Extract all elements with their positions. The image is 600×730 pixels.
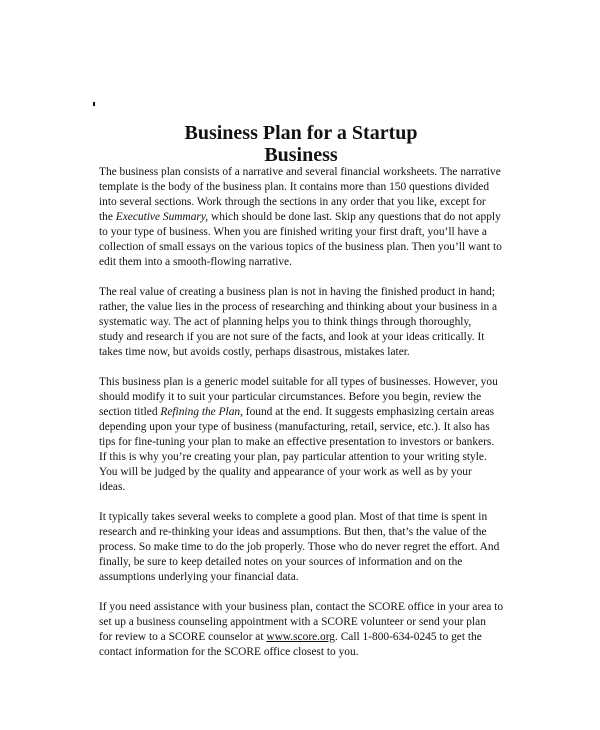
- text-line: template is the body of the business plan. It contains more than 150 questions divided: [99, 181, 490, 193]
- document-title: [150, 122, 452, 166]
- text-line: to your type of business. When you are finished writing your first draft, you’ll have a: [99, 226, 487, 238]
- text-line: finally, be sure to keep detailed notes on your sources of information and on the: [99, 556, 463, 568]
- paragraph: [99, 165, 511, 270]
- italic-reference: Executive Summary,: [115, 211, 209, 223]
- paragraph: [99, 510, 511, 585]
- text-line: study and research if you are not sure of the facts, and look at your ideas critically. It: [99, 331, 485, 343]
- text-line: research and re-thinking your ideas and assumptions. But then, that’s the value of the: [99, 526, 487, 538]
- text-line: contact information for the SCORE office closest to you.: [99, 646, 359, 658]
- text-line: systematic way. The act of planning helps you to think things through thoroughly,: [99, 316, 472, 328]
- text-line: This business plan is a generic model suitable for all types of businesses. However, you: [99, 376, 498, 388]
- text-line: should modify it to suit your particular circumstances. Before you begin, review the: [99, 391, 482, 403]
- text-line: for review to a SCORE counselor at www.score.org. Call 1-800-634-0245 to get the: [99, 631, 482, 643]
- text-line: If you need assistance with your business plan, contact the SCORE office in your area to: [99, 601, 504, 613]
- text-line: process. So make time to do the job properly. Those who do never regret the effort. And: [99, 541, 500, 553]
- text-line: takes time now, but avoids costly, perhaps disastrous, mistakes later.: [99, 346, 410, 358]
- text-line: assumptions underlying your financial data.: [99, 571, 299, 583]
- title-line: Business: [264, 144, 338, 166]
- score-website-link[interactable]: www.score.org: [266, 631, 335, 643]
- document-body: [99, 165, 511, 675]
- text-line: rather, the value lies in the process of researching and thinking about your business in a: [99, 301, 498, 313]
- paragraph: [99, 285, 511, 360]
- text-line: You will be judged by the quality and appearance of your work as well as by your: [99, 466, 472, 478]
- text-line: the Executive Summary, which should be done last. Skip any questions that do not apply: [99, 211, 501, 223]
- text-line: ideas.: [99, 481, 126, 493]
- text-line: If this is why you’re creating your plan, pay particular attention to your writing style.: [99, 451, 487, 463]
- text-line: into several sections. Work through the sections in any order that you like, except for: [99, 196, 486, 208]
- paragraph: [99, 600, 511, 660]
- text-line: tips for fine-tuning your plan to make an effective presentation to investors or bankers.: [99, 436, 495, 448]
- text-line: edit them into a smooth-flowing narrative.: [99, 256, 292, 268]
- paragraph: [99, 375, 511, 495]
- text-line: The business plan consists of a narrative and several financial worksheets. The narrative: [99, 166, 501, 178]
- text-line: collection of small essays on the various topics of the business plan. Then you’ll want to: [99, 241, 502, 253]
- text-line: section titled Refining the Plan, found at the end. It suggests emphasizing certain areas: [99, 406, 495, 418]
- text-line: It typically takes several weeks to complete a good plan. Most of that time is spent in: [99, 511, 488, 523]
- text-line: set up a business counseling appointment with a SCORE volunteer or send your plan: [99, 616, 486, 628]
- text-line: The real value of creating a business plan is not in having the finished product in hand;: [99, 286, 496, 298]
- text-line: depending upon your type of business (manufacturing, retail, service, etc.). It also has: [99, 421, 490, 433]
- bullet-marker: [93, 102, 95, 106]
- title-line: Business Plan for a Startup: [184, 122, 418, 144]
- italic-reference: Refining the Plan,: [160, 406, 243, 418]
